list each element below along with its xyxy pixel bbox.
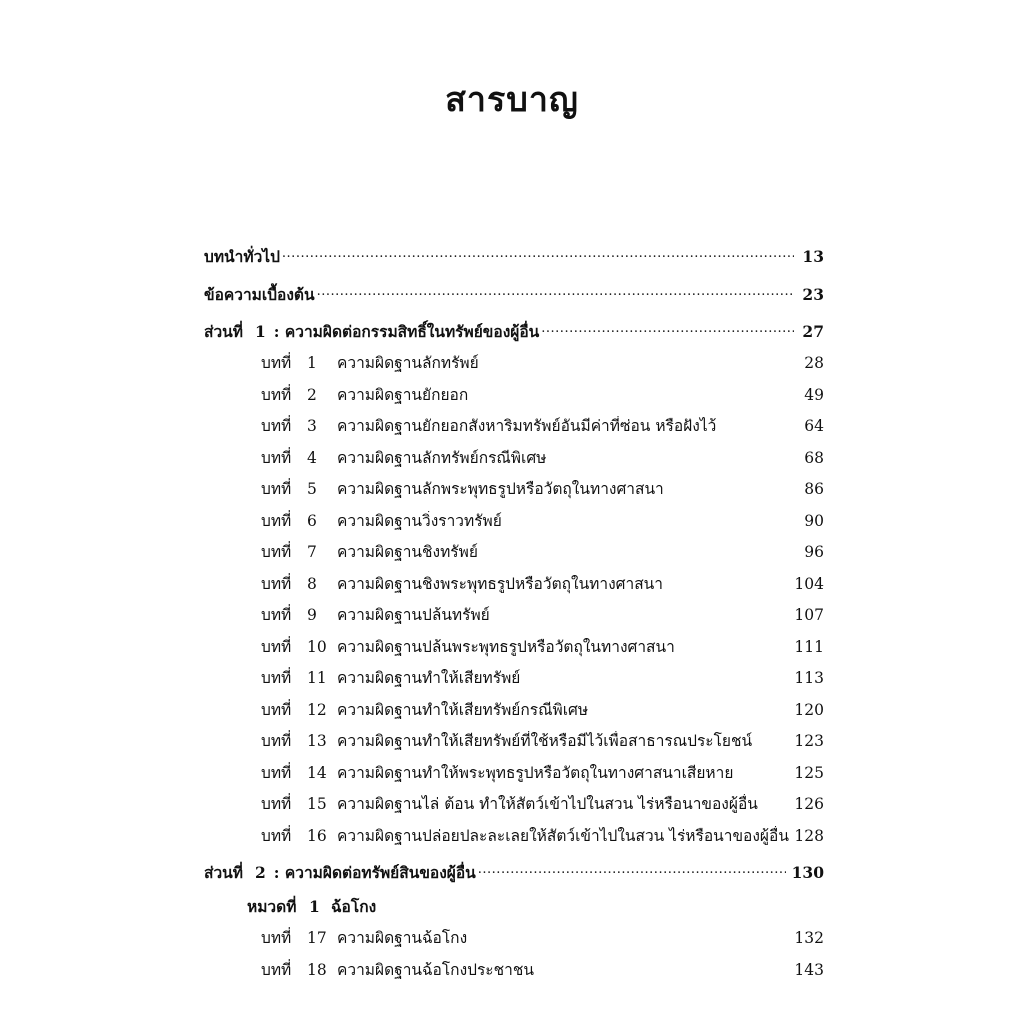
section-label: หมวดที่ [247, 896, 297, 916]
part-title: : ความผิดต่อทรัพย์สินของผู้อื่น [273, 862, 476, 882]
page-title: สารบาญ [445, 80, 579, 120]
table-of-contents [204, 235, 824, 980]
chapter-label: บทที่ [261, 669, 292, 687]
chapter-title: ความผิดฐานทำให้เสียทรัพย์ [337, 669, 521, 687]
dot-leader [541, 322, 794, 342]
chapter-number: 18 [307, 960, 327, 979]
toc-entry-preface[interactable] [204, 267, 824, 305]
chapter-label: บทที่ [261, 354, 292, 372]
chapter-page: 107 [794, 606, 824, 624]
chapter-label: บทที่ [261, 385, 292, 404]
chapter-page: 90 [804, 511, 824, 530]
chapter-page: 120 [794, 700, 824, 719]
chapter-number: 5 [307, 480, 317, 498]
chapter-title: ความผิดฐานวิ่งราวทรัพย์ [337, 511, 502, 530]
chapter-label: บทที่ [261, 637, 292, 656]
chapter-title: ความผิดฐานฉ้อโกง [337, 929, 468, 947]
chapter-number: 1 [307, 354, 317, 372]
chapter-page: 123 [794, 732, 824, 750]
toc-entry-label: ข้อความเบื้องต้น [204, 284, 315, 304]
toc-chapter-row[interactable] [204, 405, 824, 437]
chapter-page: 28 [804, 354, 824, 372]
toc-chapter-row[interactable] [204, 948, 824, 980]
toc-chapter-row[interactable] [204, 720, 824, 752]
chapter-number: 15 [307, 795, 327, 813]
section-number: 1 [309, 896, 320, 916]
chapter-page: 86 [804, 480, 824, 498]
toc-chapter-row[interactable] [204, 499, 824, 531]
chapter-number: 13 [307, 732, 327, 750]
part-1-chapter-list [204, 342, 824, 846]
toc-entry-intro[interactable] [204, 235, 824, 267]
toc-entry-page: 27 [802, 321, 824, 341]
chapter-label: บทที่ [261, 543, 292, 561]
toc-part-1[interactable] [204, 305, 824, 342]
chapter-page: 113 [794, 669, 824, 687]
chapter-label: บทที่ [261, 732, 292, 750]
toc-chapter-row[interactable] [204, 373, 824, 405]
chapter-number: 6 [307, 511, 317, 530]
chapter-page: 143 [794, 960, 824, 979]
chapter-label: บทที่ [261, 929, 292, 947]
chapter-page: 49 [804, 385, 824, 404]
chapter-label: บทที่ [261, 826, 292, 845]
chapter-title: ความผิดฐานลักทรัพย์ [337, 354, 479, 372]
chapter-page: 96 [804, 543, 824, 561]
chapter-title: ความผิดฐานทำให้เสียทรัพย์กรณีพิเศษ [337, 700, 589, 719]
dot-leader [282, 247, 794, 267]
chapter-page: 111 [794, 637, 824, 656]
chapter-title: ความผิดฐานทำให้พระพุทธรูปหรือวัตถุในทางศาสนาเสียหาย [337, 763, 734, 782]
chapter-number: 4 [307, 448, 317, 467]
toc-chapter-row[interactable] [204, 468, 824, 500]
toc-chapter-row[interactable] [204, 625, 824, 657]
part-number: 2 [254, 862, 266, 882]
chapter-label: บทที่ [261, 763, 292, 782]
chapter-label: บทที่ [261, 700, 292, 719]
toc-chapter-row[interactable] [204, 657, 824, 689]
chapter-title: ความผิดฐานปล้นพระพุทธรูปหรือวัตถุในทางศาสนา [337, 637, 675, 656]
chapter-page: 64 [804, 417, 824, 435]
chapter-page: 104 [794, 574, 824, 593]
toc-entry-page: 130 [791, 862, 824, 882]
chapter-page: 68 [804, 448, 824, 467]
toc-chapter-row[interactable] [204, 531, 824, 563]
toc-chapter-row[interactable] [204, 751, 824, 783]
chapter-label: บทที่ [261, 480, 292, 498]
part-label: ส่วนที่ [204, 862, 243, 882]
chapter-page: 125 [794, 763, 824, 782]
dot-leader [317, 285, 794, 305]
chapter-number: 3 [307, 417, 317, 435]
chapter-number: 12 [307, 700, 327, 719]
chapter-number: 11 [307, 669, 327, 687]
dot-leader [478, 863, 786, 883]
chapter-title: ความผิดฐานปล้นทรัพย์ [337, 606, 490, 624]
chapter-label: บทที่ [261, 574, 292, 593]
chapter-label: บทที่ [261, 960, 292, 979]
part-number: 1 [254, 321, 266, 341]
chapter-number: 8 [307, 574, 317, 593]
toc-entry-label: บทนำทั่วไป [204, 246, 280, 266]
part-2-chapter-list [204, 917, 824, 980]
chapter-number: 16 [307, 826, 327, 845]
chapter-number: 2 [307, 385, 317, 404]
chapter-title: ความผิดฐานฉ้อโกงประชาชน [337, 960, 534, 979]
toc-entry-page: 13 [802, 246, 824, 266]
chapter-page: 132 [794, 929, 824, 947]
chapter-page: 128 [794, 826, 824, 845]
toc-section-1[interactable] [204, 883, 824, 917]
chapter-title: ความผิดฐานลักพระพุทธรูปหรือวัตถุในทางศาสนา [337, 480, 664, 498]
chapter-label: บทที่ [261, 417, 292, 435]
chapter-title: ความผิดฐานปล่อยปละละเลยให้สัตว์เข้าไปในสวน ไร่หรือนาของผู้อื่น [337, 826, 789, 845]
toc-chapter-row[interactable] [204, 917, 824, 949]
chapter-title: ความผิดฐานลักทรัพย์กรณีพิเศษ [337, 448, 547, 467]
toc-chapter-row[interactable] [204, 594, 824, 626]
chapter-label: บทที่ [261, 795, 292, 813]
chapter-label: บทที่ [261, 448, 292, 467]
chapter-title: ความผิดฐานชิงทรัพย์ [337, 543, 478, 561]
chapter-title: ความผิดฐานยักยอก [337, 385, 469, 404]
chapter-number: 17 [307, 929, 327, 947]
toc-part-2[interactable] [204, 846, 824, 883]
chapter-title: ความผิดฐานยักยอกสังหาริมทรัพย์อันมีค่าที่ซ่อน หรือฝังไว้ [337, 417, 717, 435]
chapter-title: ความผิดฐานไล่ ต้อน ทำให้สัตว์เข้าไปในสวน ไร่หรือนาของผู้อื่น [337, 795, 758, 813]
chapter-page: 126 [794, 795, 824, 813]
chapter-number: 10 [307, 637, 327, 656]
toc-chapter-row[interactable] [204, 814, 824, 846]
toc-entry-page: 23 [802, 284, 824, 304]
chapter-label: บทที่ [261, 511, 292, 530]
chapter-title: ความผิดฐานชิงพระพุทธรูปหรือวัตถุในทางศาสนา [337, 574, 663, 593]
section-title: ฉ้อโกง [331, 896, 377, 916]
chapter-title: ความผิดฐานทำให้เสียทรัพย์ที่ใช้หรือมีไว้เพื่อสาธารณประโยชน์ [337, 732, 753, 750]
part-label: ส่วนที่ [204, 321, 243, 341]
part-title: : ความผิดต่อกรรมสิทธิ์ในทรัพย์ของผู้อื่น [273, 321, 540, 341]
toc-chapter-row[interactable] [204, 436, 824, 468]
chapter-number: 7 [307, 543, 317, 561]
chapter-number: 9 [307, 606, 317, 624]
chapter-label: บทที่ [261, 606, 292, 624]
toc-chapter-row[interactable] [204, 342, 824, 374]
toc-chapter-row[interactable] [204, 688, 824, 720]
chapter-number: 14 [307, 763, 327, 782]
toc-chapter-row[interactable] [204, 783, 824, 815]
toc-chapter-row[interactable] [204, 562, 824, 594]
